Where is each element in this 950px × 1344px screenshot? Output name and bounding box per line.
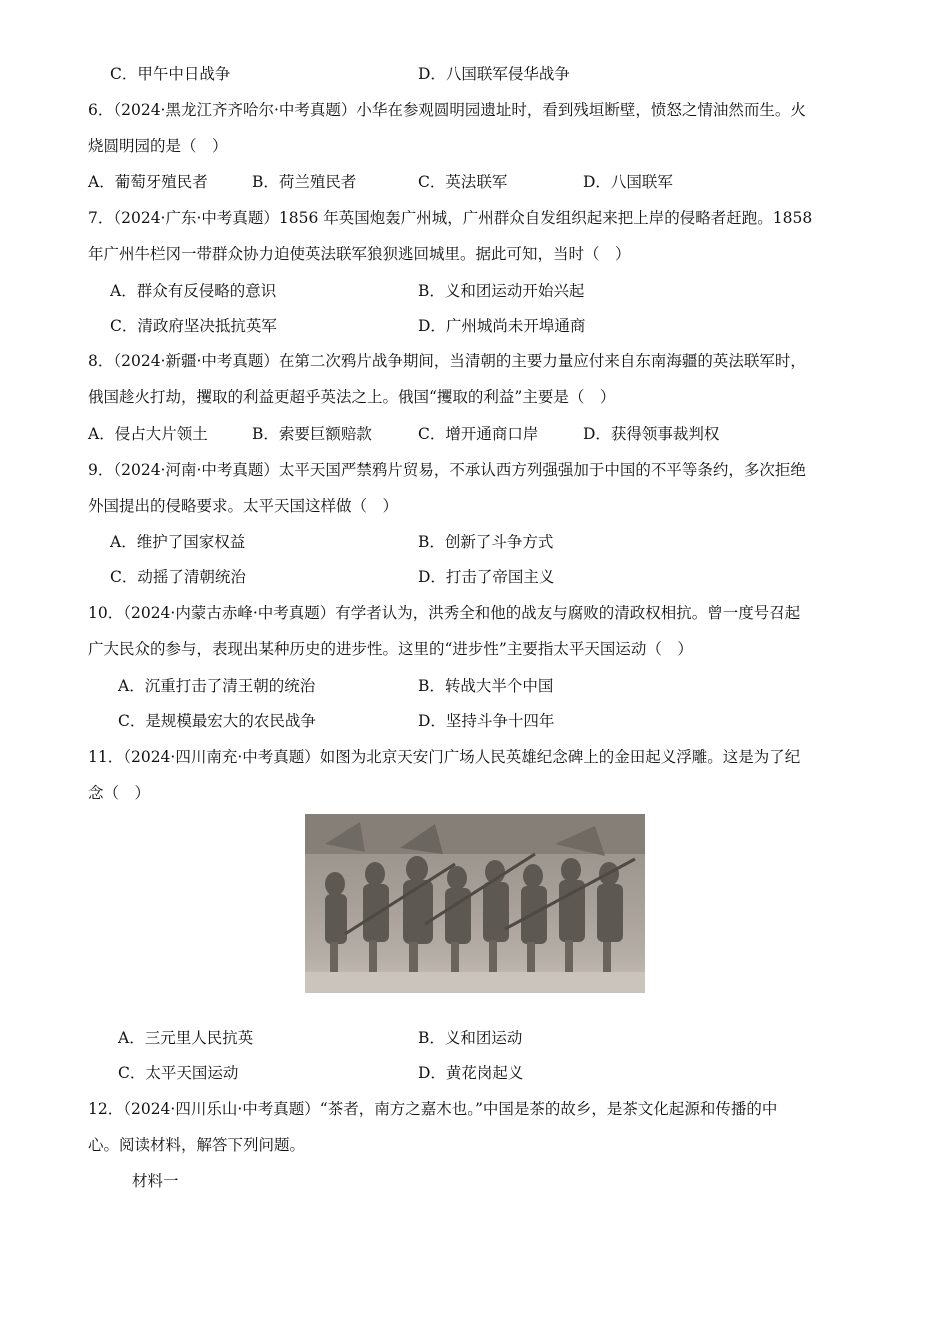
q12-stem-line2: 心。阅读材料，解答下列问题。 (88, 1136, 306, 1154)
q7-stem-line1: 7．（2024·广东·中考真题）1856 年英国炮轰广州城，广州群众自发组织起来把上岸的侵略者赶跑。1858 (88, 209, 813, 227)
q11-stem-line1: 11．（2024·四川南充·中考真题）如图为北京天安门广场人民英雄纪念碑上的金田起义浮雕。这是为了纪 (88, 748, 801, 766)
q5-option-c: C．甲午中日战争 (110, 65, 231, 83)
q9-option-b: B．创新了斗争方式 (418, 533, 554, 551)
q9-stem-line1: 9．（2024·河南·中考真题）太平天国严禁鸦片贸易，不承认西方列强强加于中国的不平等条约，多次拒绝 (88, 461, 806, 479)
q10-option-d: D．坚持斗争十四年 (418, 712, 555, 730)
q11-option-c: C．太平天国运动 (118, 1064, 239, 1082)
q5-option-d: D．八国联军侵华战争 (418, 65, 570, 83)
q11-option-d: D．黄花岗起义 (418, 1064, 524, 1082)
jintian-uprising-relief-image (305, 814, 645, 993)
q10-option-c: C．是规模最宏大的农民战争 (118, 712, 316, 730)
relief-legs (330, 940, 611, 974)
q9-stem-line2: 外国提出的侵略要求。太平天国这样做（ ） (88, 497, 399, 515)
q7-option-b: B．义和团运动开始兴起 (418, 282, 585, 300)
q8-option-d: D．获得领事裁判权 (583, 425, 720, 443)
q6-option-d: D．八国联军 (583, 173, 673, 191)
q9-option-d: D．打击了帝国主义 (418, 568, 555, 586)
q10-stem-line2: 广大民众的参与，表现出某种历史的进步性。这里的“进步性”主要指太平天国运动（ ） (88, 640, 693, 658)
q10-stem-line1: 10．（2024·内蒙古赤峰·中考真题）有学者认为，洪秀全和他的战友与腐败的清政权相抗。曾一度号召起 (88, 604, 801, 622)
q10-option-b: B．转战大半个中国 (418, 677, 554, 695)
q7-option-d: D．广州城尚未开埠通商 (418, 317, 586, 335)
relief-illustration (305, 814, 645, 993)
q6-stem-line1: 6．（2024·黑龙江齐齐哈尔·中考真题）小华在参观圆明园遗址时，看到残垣断壁，愤怒之情油然而生。火 (88, 101, 806, 119)
q8-stem-line2: 俄国趁火打劫，攫取的利益更超乎英法之上。俄国“攫取的利益”主要是（ ） (88, 388, 616, 406)
q6-option-b: B．荷兰殖民者 (252, 173, 357, 191)
relief-base (305, 972, 645, 993)
relief-figures (325, 856, 623, 944)
q7-stem-line2: 年广州牛栏冈一带群众协力迫使英法联军狼狈逃回城里。据此可知，当时（ ） (88, 245, 631, 263)
q11-option-b: B．义和团运动 (418, 1029, 523, 1047)
q7-option-c: C．清政府坚决抵抗英军 (110, 317, 277, 335)
q11-option-a: A．三元里人民抗英 (118, 1029, 254, 1047)
q8-stem-line1: 8．（2024·新疆·中考真题）在第二次鸦片战争期间，当清朝的主要力量应付来自东南海疆的英法联军时， (88, 352, 806, 370)
q6-option-c: C．英法联军 (418, 173, 508, 191)
q10-option-a: A．沉重打击了清王朝的统治 (118, 677, 316, 695)
q12-stem-line1: 12．（2024·四川乐山·中考真题）“茶者，南方之嘉木也。”中国是茶的故乡，是茶文化起源和传播的中 (88, 1100, 778, 1118)
q8-option-c: C．增开通商口岸 (418, 425, 539, 443)
q6-option-a: A．葡萄牙殖民者 (88, 173, 208, 191)
q11-stem-line2: 念（ ） (88, 784, 151, 802)
q8-option-a: A．侵占大片领土 (88, 425, 208, 443)
q12-material-label: 材料一 (132, 1172, 179, 1190)
q6-stem-line2: 烧圆明园的是（ ） (88, 137, 228, 155)
q7-option-a: A．群众有反侵略的意识 (110, 282, 277, 300)
q9-option-c: C．动摇了清朝统治 (110, 568, 246, 586)
q8-option-b: B．索要巨额赔款 (252, 425, 372, 443)
q9-option-a: A．维护了国家权益 (110, 533, 246, 551)
